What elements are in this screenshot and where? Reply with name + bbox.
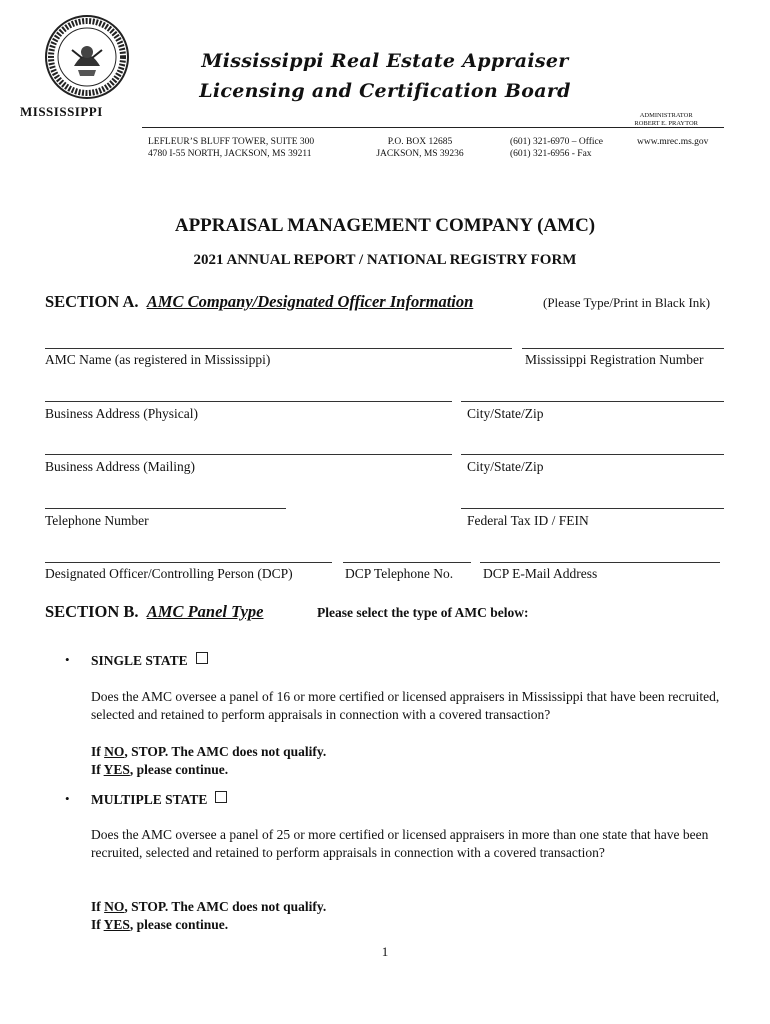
section-b-title: AMC Panel Type: [146, 602, 264, 621]
admin-title: ADMINISTRATOR: [639, 112, 693, 119]
bullet-multiple: •: [65, 791, 70, 806]
multiple-state-if-no: If NO, STOP. The AMC does not qualify.: [91, 899, 327, 914]
fein-input[interactable]: [461, 508, 724, 509]
form-title: APPRAISAL MANAGEMENT COMPANY (AMC): [174, 215, 596, 236]
physical-address-input[interactable]: [45, 401, 452, 402]
board-title-line2: Licensing and Certification Board: [199, 80, 571, 102]
po-box-line1: P.O. BOX 12685: [387, 137, 453, 147]
office-phone: (601) 321-6970 – Office: [510, 137, 603, 147]
city-state-zip-2-input[interactable]: [461, 454, 724, 455]
city-state-zip-1-input[interactable]: [461, 401, 724, 402]
ms-registration-input[interactable]: [522, 348, 724, 349]
section-a-title: AMC Company/Designated Officer Information: [146, 292, 474, 311]
website-link[interactable]: www.mrec.ms.gov: [637, 137, 709, 147]
address-line1: LEFLEUR’S BLUFF TOWER, SUITE 300: [148, 137, 315, 147]
single-state-question: Does the AMC oversee a panel of 16 or more certified or licensed appraisers in Mississippi that have been recruited, selected and retained to perform appraisals in connection with a covered transaction?: [91, 689, 720, 722]
address-line2: 4780 I-55 NORTH, JACKSON, MS 39211: [148, 149, 312, 159]
section-a-heading: [45, 292, 473, 312]
fein-label: Federal Tax ID / FEIN: [467, 513, 589, 528]
fax-number: (601) 321-6956 - Fax: [510, 149, 592, 159]
dcp-label: Designated Officer/Controlling Person (DCP): [45, 566, 293, 581]
bullet-single: •: [65, 652, 70, 667]
po-box-line2: JACKSON, MS 39236: [376, 149, 464, 159]
single-state-label: SINGLE STATE: [91, 653, 188, 668]
multiple-state-option: [91, 791, 227, 808]
dcp-email-label: DCP E-Mail Address: [483, 566, 598, 581]
multiple-state-checkbox[interactable]: [215, 791, 227, 803]
administrator-block: [634, 112, 698, 128]
mailing-address-input[interactable]: [45, 454, 452, 455]
physical-address-label: Business Address (Physical): [45, 406, 198, 421]
multiple-state-question: Does the AMC oversee a panel of 25 or more certified or licensed appraisers in more than one state that have been recruited, selected and retained to perform appraisals in connection with a covered transaction?: [91, 827, 709, 860]
telephone-input[interactable]: [45, 508, 286, 509]
section-b-heading: [45, 602, 264, 622]
ink-note: (Please Type/Print in Black Ink): [543, 295, 711, 310]
dcp-phone-input[interactable]: [343, 562, 471, 563]
city-state-zip-1-label: City/State/Zip: [467, 406, 544, 421]
telephone-label: Telephone Number: [45, 513, 149, 528]
street-address: [148, 136, 314, 160]
admin-name: ROBERT E. PRAYTOR: [634, 120, 698, 127]
amc-name-input[interactable]: [45, 348, 512, 349]
dcp-input[interactable]: [45, 562, 332, 563]
multiple-state-if-yes: If YES, please continue.: [91, 917, 229, 932]
single-state-option: [91, 652, 208, 669]
header-rule: [142, 127, 724, 128]
mailing-address-label: Business Address (Mailing): [45, 459, 195, 474]
single-state-if-yes: If YES, please continue.: [91, 762, 229, 777]
section-b-label: SECTION B.: [45, 602, 139, 621]
page-number: 1: [381, 944, 389, 959]
dcp-phone-label: DCP Telephone No.: [345, 566, 454, 581]
phone-numbers: [510, 136, 603, 160]
city-state-zip-2-label: City/State/Zip: [467, 459, 544, 474]
board-title-line1: Mississippi Real Estate Appraiser: [201, 50, 569, 72]
po-box-address: [360, 136, 480, 160]
ms-registration-label: Mississippi Registration Number: [525, 352, 704, 367]
form-subtitle: 2021 ANNUAL REPORT / NATIONAL REGISTRY FORM: [193, 252, 577, 268]
single-state-if-no: If NO, STOP. The AMC does not qualify.: [91, 744, 327, 759]
seal-caption: MISSISSIPPI: [20, 104, 103, 119]
dcp-email-input[interactable]: [480, 562, 720, 563]
amc-name-label: AMC Name (as registered in Mississippi): [45, 352, 271, 367]
section-b-instruction: Please select the type of AMC below:: [317, 605, 529, 620]
multiple-state-label: MULTIPLE STATE: [91, 792, 208, 807]
single-state-checkbox[interactable]: [196, 652, 208, 664]
section-a-label: SECTION A.: [45, 292, 139, 311]
